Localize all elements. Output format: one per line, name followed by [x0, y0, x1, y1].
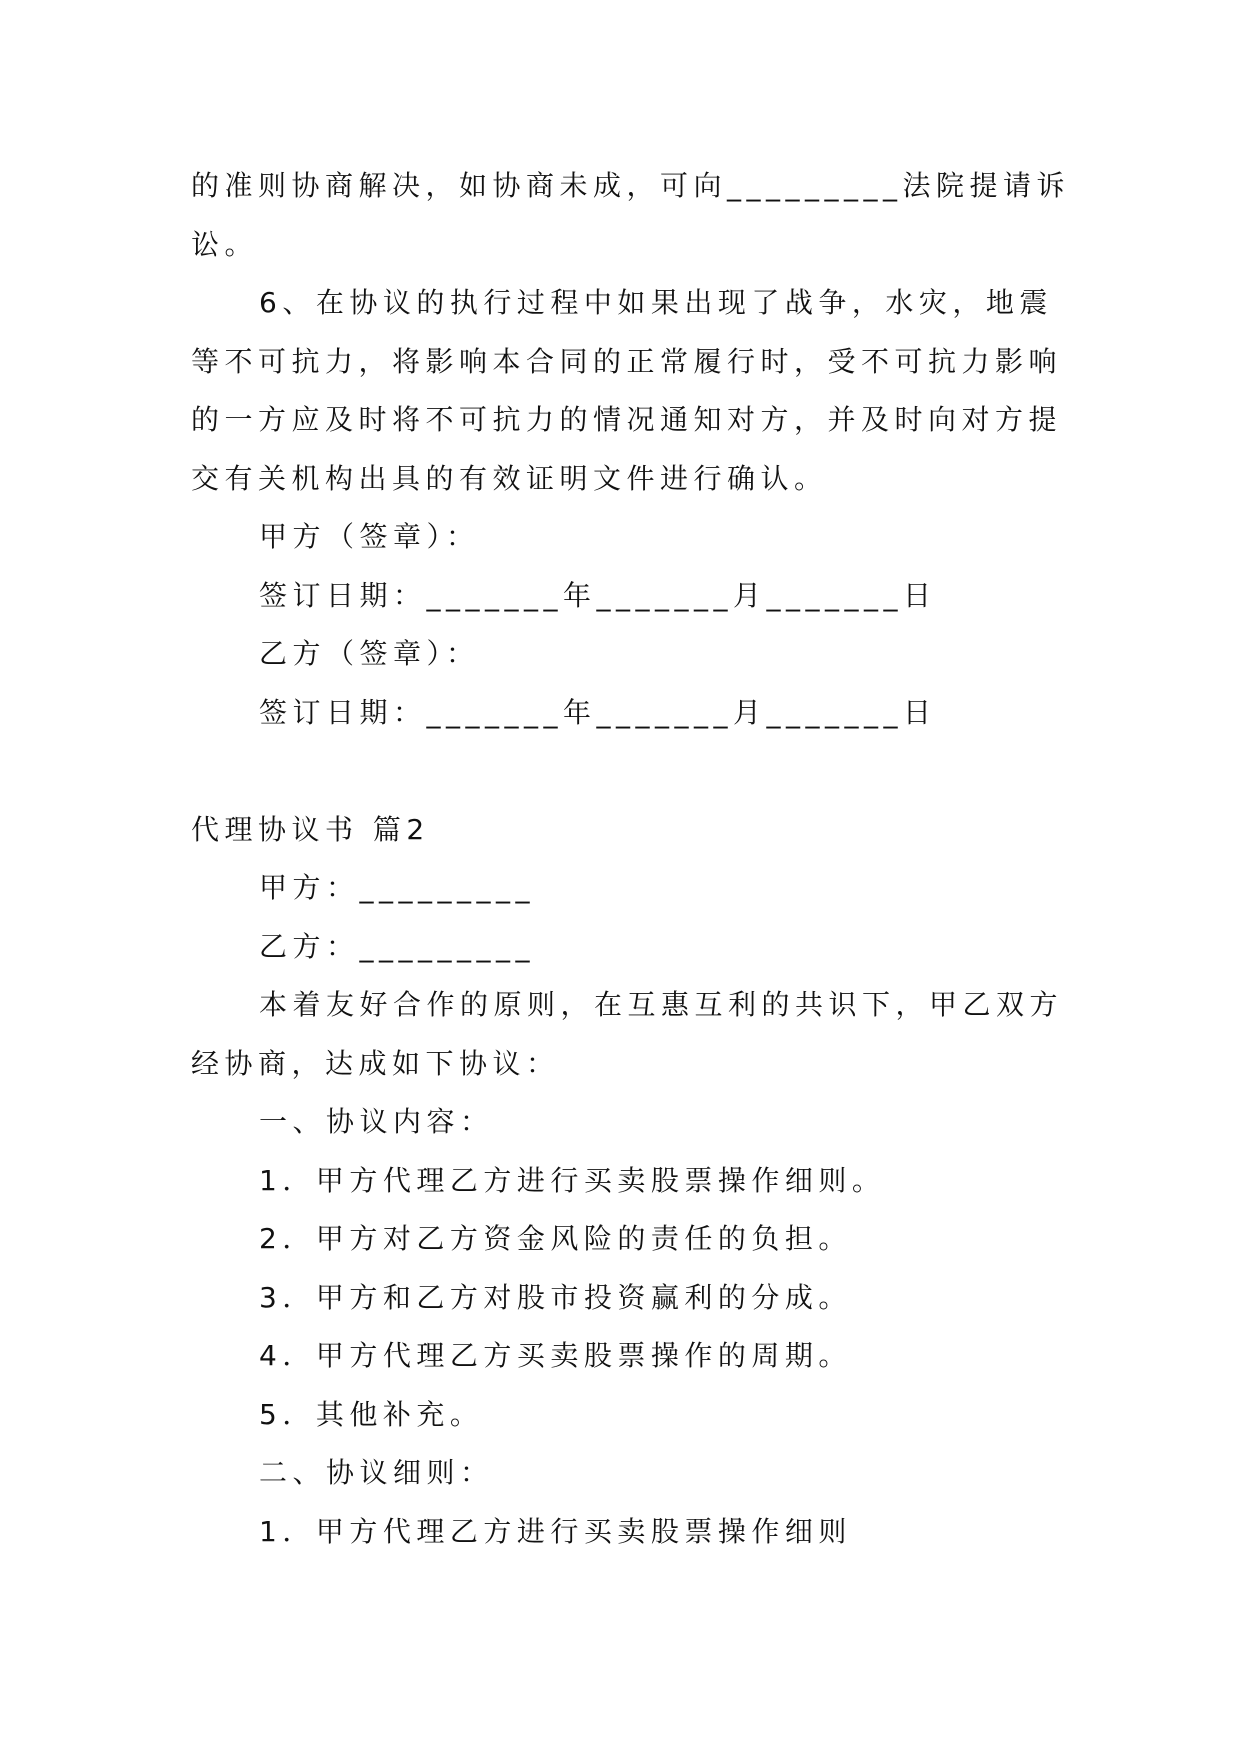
signing-date: 签订日期：_______年_______月_______日: [259, 695, 937, 729]
list-item: 1．甲方代理乙方进行买卖股票操作细则: [259, 1514, 852, 1548]
list-item: 5．其他补充。: [259, 1397, 484, 1431]
party-a-field: 甲方：_________: [259, 871, 536, 904]
list-item: 4．甲方代理乙方买卖股票操作的周期。: [259, 1339, 852, 1372]
paragraph-line: 6、在协议的执行过程中如果出现了战争，水灾，地震: [259, 286, 1053, 319]
blank-line: [191, 742, 1061, 801]
heading-line: 二、协议细则：: [259, 1456, 494, 1489]
party-b-field: 乙方：_________: [259, 929, 536, 963]
paragraph-line: 交有关机构出具的有效证明文件进行确认。: [191, 461, 828, 495]
paragraph-line: 讼。: [191, 227, 259, 261]
signing-date: 签订日期：_______年_______月_______日: [259, 578, 937, 612]
paragraph-line: 的准则协商解决，如协商未成，可向_________法院提请诉: [191, 169, 1071, 202]
paragraph-line: 经协商，达成如下协议：: [191, 1046, 560, 1080]
paragraph-line: 本着友好合作的原则，在互惠互利的共识下，甲乙双方: [259, 988, 1064, 1021]
paragraph-line: 的一方应及时将不可抗力的情况通知对方，并及时向对方提: [191, 403, 1063, 436]
list-item: 2．甲方对乙方资金风险的责任的负担。: [259, 1222, 852, 1255]
document-page: [191, 157, 1071, 1561]
section-title: 代理协议书 篇2: [191, 812, 430, 846]
list-item: 3．甲方和乙方对股市投资赢利的分成。: [259, 1280, 852, 1314]
heading-line: 一、协议内容：: [259, 1105, 494, 1138]
party-b-signature: 乙方（签章）：: [259, 637, 480, 670]
list-item: 1．甲方代理乙方进行买卖股票操作细则。: [259, 1163, 886, 1197]
paragraph-line: 等不可抗力，将影响本合同的正常履行时，受不可抗力影响: [191, 344, 1063, 378]
party-a-signature: 甲方（签章）：: [259, 520, 480, 553]
